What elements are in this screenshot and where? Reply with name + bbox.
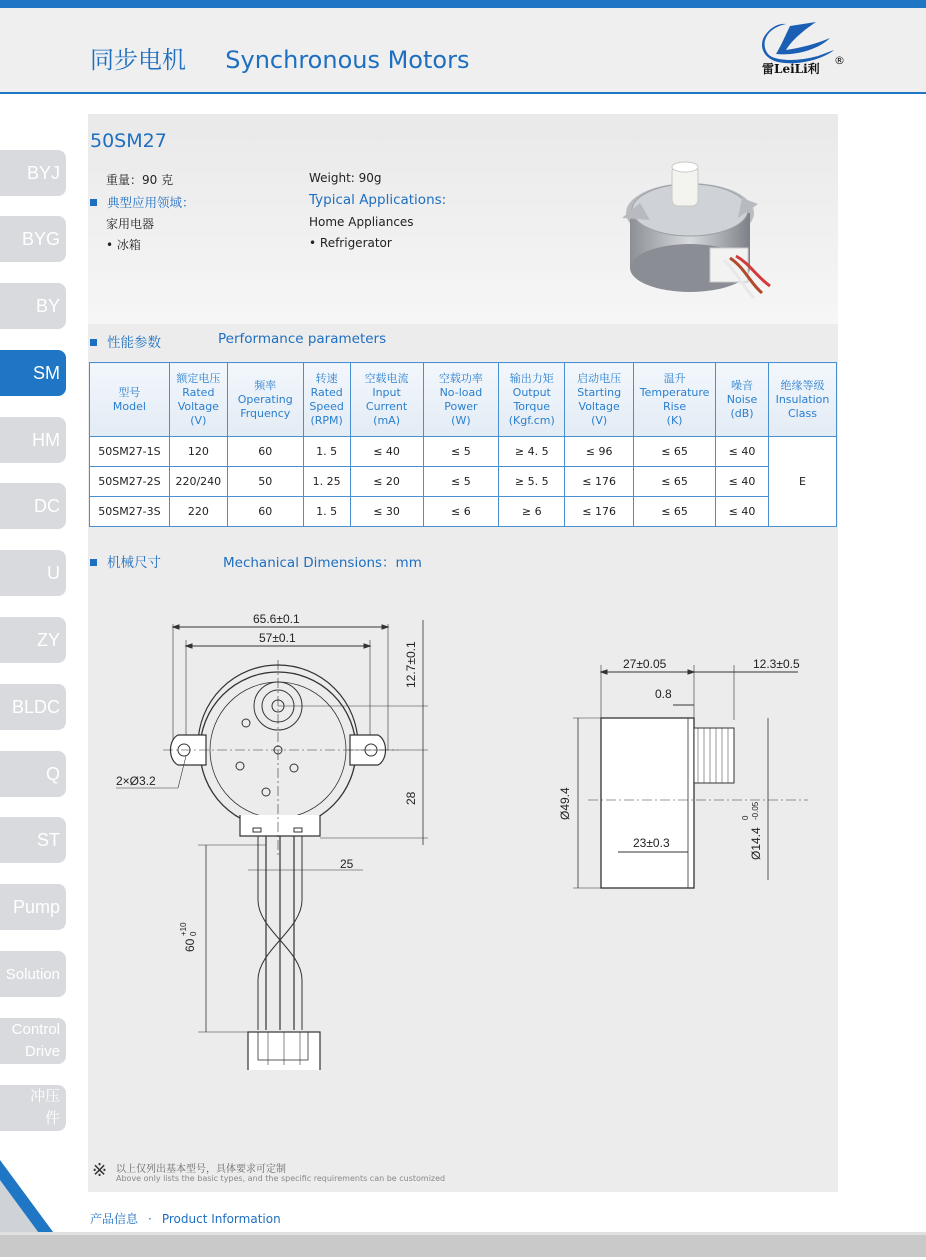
- tab-byj[interactable]: BYJ: [0, 150, 66, 196]
- table-cell: ≤ 176: [565, 467, 634, 497]
- col-header-line: Rated: [182, 385, 215, 399]
- note-en: Above only lists the basic types, and the specific requirements can be customized: [116, 1174, 446, 1183]
- table-cell: 50SM27-2S: [90, 467, 170, 497]
- col-header-line: Current: [365, 399, 408, 413]
- dim-14-4-tol-low: -0.05: [751, 801, 760, 820]
- col-header-line: (V): [591, 413, 608, 427]
- col-header-line: (Kgf.cm): [508, 413, 555, 427]
- col-header-10: [768, 363, 836, 437]
- col-header-line: 绝缘等级: [780, 378, 825, 392]
- tab-st[interactable]: ST: [0, 817, 66, 863]
- dim-28: 28: [404, 791, 418, 805]
- table-cell: ≤ 65: [634, 497, 716, 527]
- col-header-7: [565, 363, 634, 437]
- footer-label: 产品信息 · Product Information: [90, 1212, 281, 1226]
- tab-dc[interactable]: DC: [0, 483, 66, 529]
- table-cell: 220: [169, 497, 227, 527]
- top-accent-bar: [0, 0, 926, 8]
- performance-heading: 性能参数: [90, 331, 161, 351]
- col-header-2: [227, 363, 303, 437]
- performance-table: [89, 362, 837, 527]
- dim-25: 25: [340, 857, 354, 871]
- col-header-0: [90, 363, 170, 437]
- mechanical-heading-en: Mechanical Dimensions：mm: [223, 555, 422, 571]
- col-header-line: Noise: [726, 392, 758, 406]
- col-header-line: (K): [666, 413, 683, 427]
- dim-60-tol-up: +10: [179, 922, 188, 936]
- tab-pump[interactable]: Pump: [0, 884, 66, 930]
- tab-sm[interactable]: SM: [0, 350, 66, 396]
- svg-text:®: ®: [834, 54, 845, 67]
- table-cell: ≤ 65: [634, 437, 716, 467]
- col-header-line: 启动电压: [577, 371, 622, 385]
- tab-hm[interactable]: HM: [0, 417, 66, 463]
- tab-bldc[interactable]: BLDC: [0, 684, 66, 730]
- dim-57: 57±0.1: [259, 631, 296, 645]
- table-cell: ≤ 40: [350, 437, 423, 467]
- motor-photo: [620, 148, 780, 298]
- col-header-6: [499, 363, 565, 437]
- note-cn: 以上仅列出基本型号，具体要求可定制: [116, 1164, 286, 1175]
- col-header-line: Rated: [310, 385, 343, 399]
- tab-stamping[interactable]: 冲压 件: [0, 1085, 66, 1131]
- tab-control-drive[interactable]: Control Drive: [0, 1018, 66, 1064]
- table-cell: ≥ 5. 5: [499, 467, 565, 497]
- tab-zy[interactable]: ZY: [0, 617, 66, 663]
- col-header-line: Operating: [237, 392, 293, 406]
- col-header-line: Temperature: [639, 385, 710, 399]
- table-cell: 50SM27-1S: [90, 437, 170, 467]
- dim-12-7: 12.7±0.1: [404, 641, 418, 688]
- dim-23: 23±0.3: [633, 836, 670, 850]
- col-header-line: Torque: [513, 399, 551, 413]
- table-cell: ≤ 40: [716, 437, 769, 467]
- col-header-line: No-load: [439, 385, 483, 399]
- col-header-line: 输出力矩: [509, 371, 554, 385]
- col-header-line: Speed: [309, 399, 344, 413]
- dim-12-3: 12.3±0.5: [753, 657, 800, 671]
- home-cn: 家用电器: [106, 217, 155, 231]
- col-header-line: Rise: [662, 399, 687, 413]
- col-header-line: 温升: [663, 371, 686, 385]
- insulation-class-cell: E: [768, 437, 836, 527]
- col-header-line: 转速: [315, 371, 338, 385]
- col-header-line: 空载电流: [364, 371, 409, 385]
- table-cell: ≤ 6: [423, 497, 499, 527]
- side-view: [558, 657, 808, 888]
- col-header-line: 额定电压: [176, 371, 221, 385]
- col-header-line: 噪音: [731, 378, 753, 392]
- table-cell: ≤ 96: [565, 437, 634, 467]
- table-cell: 1. 5: [303, 497, 350, 527]
- table-cell: 1. 25: [303, 467, 350, 497]
- col-header-line: Voltage: [177, 399, 219, 413]
- table-cell: ≤ 40: [716, 467, 769, 497]
- table-cell: ≥ 4. 5: [499, 437, 565, 467]
- col-header-line: Power: [444, 399, 478, 413]
- table-cell: 60: [227, 437, 303, 467]
- mechanical-drawing: [88, 570, 838, 1070]
- col-header-line: Insulation: [775, 392, 830, 406]
- weight-en: Weight: 90g: [309, 171, 382, 185]
- dim-0-8: 0.8: [655, 687, 672, 701]
- col-header-line: (dB): [730, 406, 754, 420]
- col-header-line: 空载功率: [438, 371, 483, 385]
- col-header-line: Frquency: [240, 406, 291, 420]
- col-header-8: [634, 363, 716, 437]
- table-cell: ≤ 65: [634, 467, 716, 497]
- col-header-line: Model: [112, 399, 146, 413]
- mechanical-heading: 机械尺寸: [90, 551, 161, 571]
- apps-en: Typical Applications:: [309, 192, 447, 208]
- home-en: Home Appliances: [309, 215, 414, 229]
- table-row: [90, 497, 837, 527]
- col-header-line: (RPM): [310, 413, 343, 427]
- dim-49-4: Ø49.4: [558, 787, 572, 820]
- table-cell: ≤ 40: [716, 497, 769, 527]
- col-header-line: Starting: [577, 385, 622, 399]
- page-title-cn: 同步电机: [90, 46, 186, 74]
- performance-heading-en: Performance parameters: [218, 331, 387, 347]
- tab-by[interactable]: BY: [0, 283, 66, 329]
- table-cell: 50SM27-3S: [90, 497, 170, 527]
- weight-cn: 重量：90 克: [106, 173, 174, 187]
- table-row: [90, 437, 837, 467]
- model-title: 50SM27: [90, 130, 167, 152]
- dim-2x3-2: 2×Ø3.2: [116, 774, 156, 788]
- tab-byg[interactable]: BYG: [0, 216, 66, 262]
- col-header-line: Voltage: [578, 399, 620, 413]
- dim-14-4-tol-up: 0: [741, 815, 750, 820]
- col-header-1: [169, 363, 227, 437]
- table-cell: ≤ 20: [350, 467, 423, 497]
- dim-65-6: 65.6±0.1: [253, 612, 300, 626]
- col-header-line: (W): [451, 413, 471, 427]
- col-header-line: (V): [190, 413, 207, 427]
- table-cell: ≤ 30: [350, 497, 423, 527]
- page-title: [90, 40, 469, 75]
- col-header-line: 型号: [118, 385, 141, 399]
- fridge-en: • Refrigerator: [309, 236, 392, 250]
- tab-q[interactable]: Q: [0, 751, 66, 797]
- dim-27: 27±0.05: [623, 657, 667, 671]
- col-header-line: 频率: [254, 378, 277, 392]
- table-cell: 120: [169, 437, 227, 467]
- table-row: [90, 467, 837, 497]
- dim-60-tol-low: 0: [189, 931, 198, 936]
- col-header-5: [423, 363, 499, 437]
- col-header-line: Input: [372, 385, 401, 399]
- footer-band: [0, 1235, 926, 1257]
- table-cell: ≤ 176: [565, 497, 634, 527]
- table-cell: 50: [227, 467, 303, 497]
- front-view: [116, 612, 428, 1070]
- table-header-row: [90, 363, 837, 437]
- fridge-cn: • 冰箱: [106, 238, 141, 252]
- col-header-line: Output: [512, 385, 551, 399]
- col-header-line: Class: [788, 406, 817, 420]
- col-header-4: [350, 363, 423, 437]
- tab-u[interactable]: U: [0, 550, 66, 596]
- col-header-3: [303, 363, 350, 437]
- table-cell: ≤ 5: [423, 437, 499, 467]
- table-cell: 1. 5: [303, 437, 350, 467]
- logo-wordmark: 雷LeiLi利: [762, 62, 820, 76]
- table-cell: 220/240: [169, 467, 227, 497]
- table-cell: ≤ 5: [423, 467, 499, 497]
- dim-60: 60: [183, 938, 197, 952]
- dim-14-4: Ø14.4: [749, 827, 763, 860]
- table-cell: ≥ 6: [499, 497, 565, 527]
- col-header-9: [716, 363, 769, 437]
- tab-solution[interactable]: Solution: [0, 951, 66, 997]
- page-title-en: Synchronous Motors: [225, 46, 470, 74]
- apps-cn: 典型应用领域：: [90, 193, 195, 211]
- col-header-line: (mA): [373, 413, 400, 427]
- note-mark-icon: ※: [92, 1160, 108, 1181]
- table-cell: 60: [227, 497, 303, 527]
